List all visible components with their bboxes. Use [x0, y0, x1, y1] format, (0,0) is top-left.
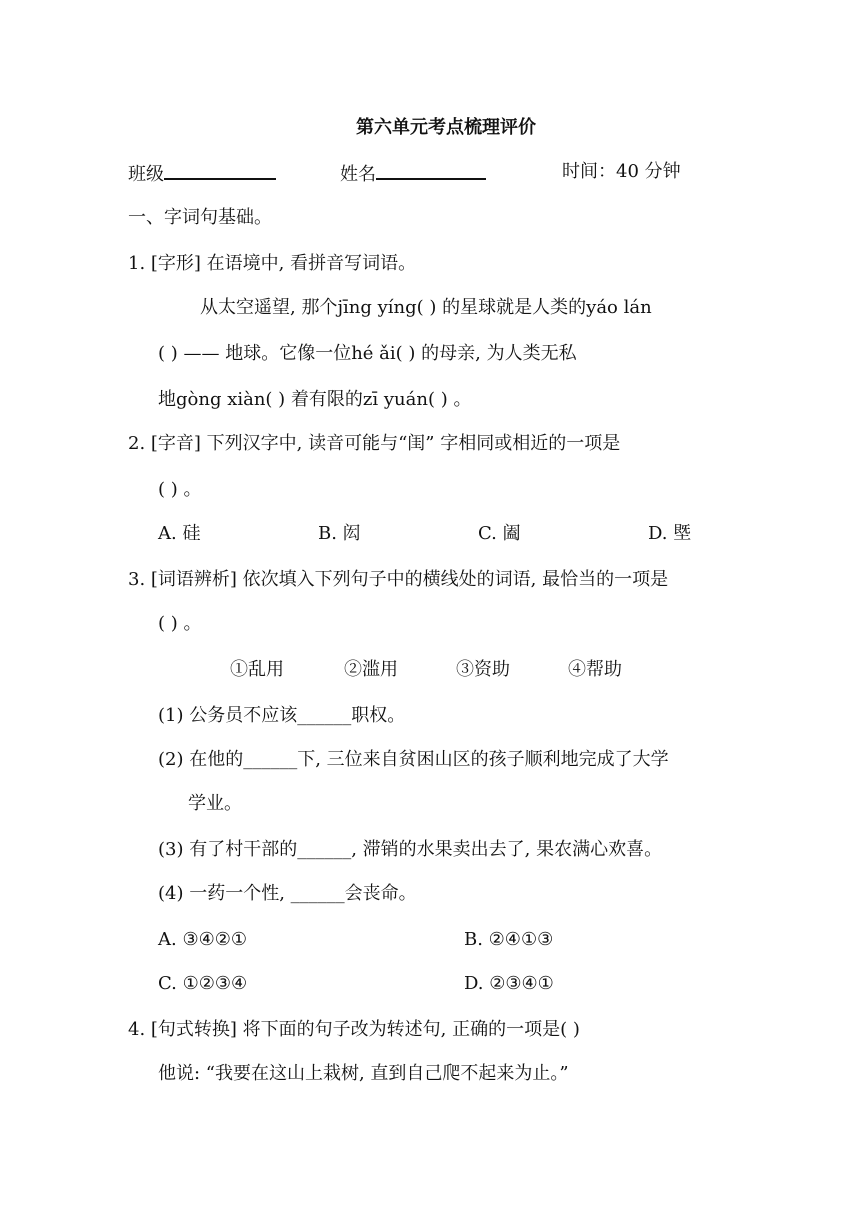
q3-word-3: ③资助 — [456, 659, 510, 680]
q3-sentence-3: (3) 有了村干部的______, 滞销的水果卖出去了, 果农满心欢喜。 — [158, 839, 663, 860]
q3-sentence-2: (2) 在他的______下, 三位来自贫困山区的孩子顺利地完成了大学 — [158, 749, 669, 770]
section-heading: 一、字词句基础。 — [128, 207, 272, 228]
q2-stem: 2. [字音] 下列汉字中, 读音可能与“闺” 字相同或相近的一项是 — [128, 433, 621, 454]
class-label: 班级 — [128, 164, 164, 185]
q3-sentence-1: (1) 公务员不应该______职权。 — [158, 705, 406, 726]
q3-word-1: ①乱用 — [230, 659, 284, 680]
q3-answer-paren: ( ) 。 — [158, 613, 202, 634]
q3-sentence-4: (4) 一药一个性, ______会丧命。 — [158, 883, 417, 904]
q1-stem: 1. [字形] 在语境中, 看拼音写词语。 — [128, 253, 417, 274]
q1-line1: 从太空遥望, 那个jīng yíng( ) 的星球就是人类的yáo lán — [200, 297, 652, 318]
q3-word-4: ④帮助 — [568, 659, 622, 680]
q4-quote: 他说: “我要在这山上栽树, 直到自己爬不起来为止。” — [158, 1063, 569, 1084]
q2-option-b: B. 闳 — [318, 523, 361, 544]
q3-word-2: ②滥用 — [344, 659, 398, 680]
name-blank[interactable] — [376, 160, 486, 180]
class-field — [128, 160, 276, 187]
class-blank[interactable] — [164, 160, 276, 180]
q2-option-c: C. 阖 — [478, 523, 521, 544]
name-field — [340, 160, 486, 187]
time-label: 时间：40 分钟 — [562, 161, 681, 182]
q2-option-d: D. 塈 — [648, 523, 692, 544]
q3-option-d: D. ②③④① — [464, 973, 554, 994]
q1-line2: ( ) —— 地球。它像一位hé ǎi( ) 的母亲, 为人类无私 — [158, 343, 577, 364]
q3-sentence-2-cont: 学业。 — [188, 793, 242, 814]
q4-stem: 4. [句式转换] 将下面的句子改为转述句, 正确的一项是( ) — [128, 1019, 580, 1040]
q3-stem: 3. [词语辨析] 依次填入下列句子中的横线处的词语, 最恰当的一项是 — [128, 569, 669, 590]
q1-line3: 地gòng xiàn( ) 着有限的zī yuán( ) 。 — [158, 389, 472, 410]
q2-option-a: A. 硅 — [158, 523, 201, 544]
page-title: 第六单元考点梳理评价 — [356, 117, 536, 138]
q3-option-b: B. ②④①③ — [464, 929, 554, 950]
q3-option-c: C. ①②③④ — [158, 973, 248, 994]
q3-option-a: A. ③④②① — [158, 929, 247, 950]
name-label: 姓名 — [340, 164, 376, 185]
q2-answer-paren: ( ) 。 — [158, 479, 202, 500]
